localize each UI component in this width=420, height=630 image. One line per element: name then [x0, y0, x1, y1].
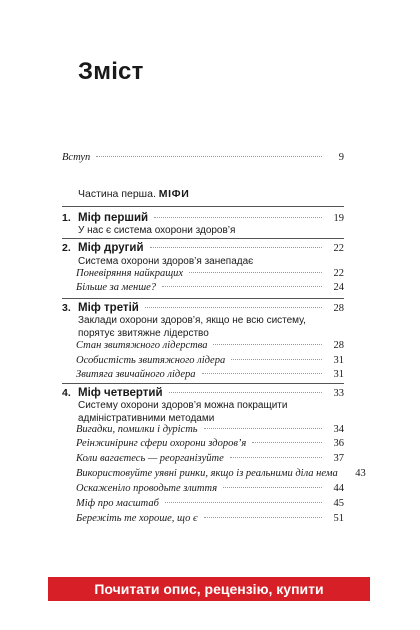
toc-subentry[interactable] — [76, 451, 344, 467]
toc-page-number: 22 — [333, 268, 344, 279]
chapter-title: Міф перший — [78, 212, 149, 224]
toc-subentry[interactable] — [76, 511, 344, 527]
subentry-label: Більше за менше? — [76, 282, 157, 293]
subentry-label: Особистість звитяжного лідера — [76, 355, 226, 366]
chapter-subtitle: Заклади охорони здоров’я, якщо не всю систему, порятує звитяжне лідерство — [78, 315, 306, 339]
toc-page-number: 31 — [333, 369, 344, 380]
banner-label: Почитати опис, рецензію, купити — [94, 581, 324, 597]
dot-leader — [230, 457, 322, 458]
chapter-divider — [62, 238, 344, 239]
subentry-label: Коли вагаєтесь — реорганізуйте — [76, 453, 224, 464]
subentry-label: Використовуйте уявні ринки, якщо із реальними діла нема — [76, 468, 338, 479]
toc-subentry[interactable] — [76, 338, 344, 354]
subentry-label: Поневіряння найкращих — [76, 268, 184, 279]
toc-page-number: 9 — [338, 152, 344, 163]
chapter-title: Міф другий — [78, 242, 144, 254]
dot-leader — [162, 286, 322, 287]
toc-page-number: 19 — [333, 213, 344, 224]
subentry-label: Бережіть те хороше, що є — [76, 513, 198, 524]
dot-leader — [213, 344, 322, 345]
chapter-divider — [62, 206, 344, 207]
page-title: Зміст — [78, 58, 144, 85]
chapter-number: 4. — [62, 387, 71, 399]
subentry-label: Стан звитяжного лідерства — [76, 340, 208, 351]
read-more-buy-button[interactable] — [48, 577, 370, 601]
subentry-label: Вигадки, помилки і дурість — [76, 424, 198, 435]
dot-leader — [252, 442, 322, 443]
toc-subentry[interactable] — [76, 436, 344, 452]
toc-chapter-2[interactable] — [62, 240, 344, 256]
dot-leader — [202, 373, 322, 374]
toc-subentry[interactable] — [76, 367, 344, 383]
toc-page-number: 51 — [333, 513, 344, 524]
dot-leader — [150, 247, 322, 248]
dot-leader — [169, 392, 322, 393]
toc-subentry[interactable] — [76, 280, 344, 296]
chapter-divider — [62, 298, 344, 299]
dot-leader — [204, 428, 322, 429]
subentry-label: Міф про масштаб — [76, 498, 159, 509]
dot-leader — [96, 156, 322, 157]
chapter-subtitle: У нас є система охорони здоров’я — [78, 225, 236, 236]
chapter-divider — [62, 383, 344, 384]
dot-leader — [145, 307, 322, 308]
toc-page-number: 28 — [333, 340, 344, 351]
dot-leader — [231, 359, 322, 360]
dot-leader — [165, 502, 322, 503]
toc-page-number: 33 — [333, 388, 344, 399]
part-heading — [78, 186, 189, 202]
toc-page-number: 31 — [333, 355, 344, 366]
dot-leader — [223, 487, 322, 488]
toc-entry-intro[interactable] — [62, 150, 344, 166]
toc-page-number: 43 — [355, 468, 366, 479]
toc-page-number: 22 — [333, 243, 344, 254]
dot-leader — [189, 272, 322, 273]
subentry-label: Оскаженіло проводьте злиття — [76, 483, 218, 494]
chapter-subtitle: Систему охорони здоров’я можна покращити адміністративними методами — [78, 400, 288, 424]
part-name: МІФИ — [158, 188, 190, 200]
chapter-title: Міф третій — [78, 302, 139, 314]
chapter-subtitle: Система охорони здоров’я занепадає — [78, 256, 254, 267]
dot-leader — [154, 217, 322, 218]
subentry-label: Звитяга звичайного лідера — [76, 369, 196, 380]
toc-subentry[interactable] — [76, 496, 344, 512]
toc-page-number: 44 — [333, 483, 344, 494]
toc-page-number: 37 — [333, 453, 344, 464]
toc-page-number: 28 — [333, 303, 344, 314]
toc-subentry[interactable] — [76, 466, 366, 482]
toc-entry-label: Вступ — [62, 152, 91, 163]
toc-page-number: 34 — [333, 424, 344, 435]
chapter-number: 1. — [62, 212, 71, 224]
toc-page-number: 45 — [333, 498, 344, 509]
dot-leader — [204, 517, 322, 518]
chapter-number: 2. — [62, 242, 71, 254]
part-prefix: Частина перша. — [78, 188, 156, 200]
chapter-number: 3. — [62, 302, 71, 314]
toc-page-number: 24 — [333, 282, 344, 293]
subentry-label: Реінжиніринг сфери охорони здоров’я — [76, 438, 247, 449]
toc-subentry[interactable] — [76, 481, 344, 497]
toc-page-number: 36 — [333, 438, 344, 449]
chapter-title: Міф четвертий — [78, 387, 163, 399]
